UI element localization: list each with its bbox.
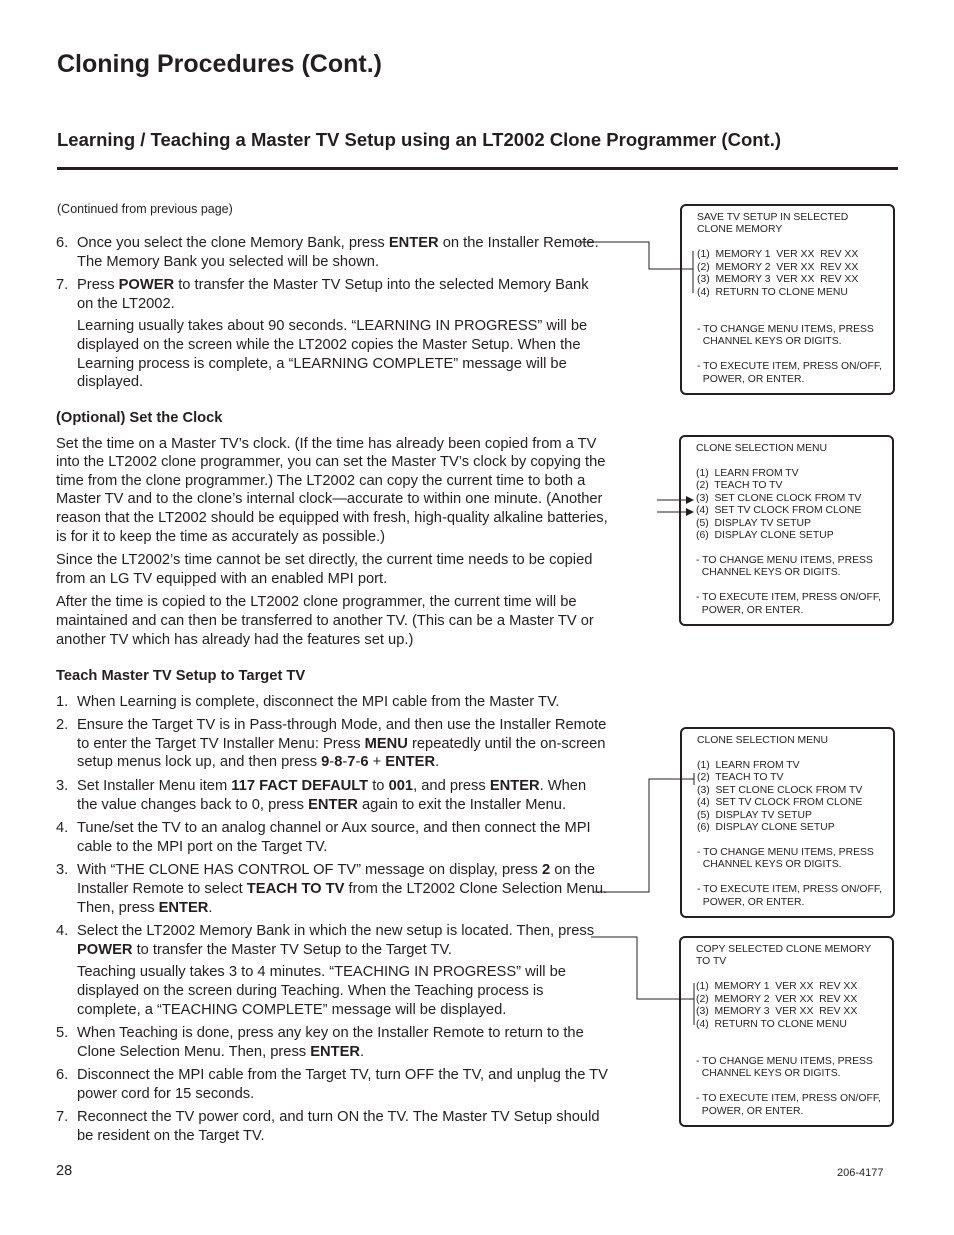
clock-paragraph-3: After the time is copied to the LT2002 clone programmer, the current time will be maintained and can then be transferred to another TV. (This can be a Master TV or another TV which has already had the features set up.)	[56, 594, 594, 648]
teach-step-6: 6. Disconnect the MPI cable from the Target TV, turn OFF the TV, and unplug the TV power cord for 15 seconds.	[56, 1067, 608, 1102]
menu-item: (5) DISPLAY TV SETUP	[697, 809, 812, 821]
menu-item: (1) MEMORY 1 VER XX REV XX	[696, 981, 858, 993]
teach-step-3: 3. Set Installer Menu item 117 FACT DEFAULT to 001, and press ENTER. When the value changes back to 0, press ENTER again to exit the Installer Menu.	[56, 777, 587, 813]
clock-paragraph-2: Since the LT2002’s time cannot be set directly, the current time needs to be copied from an LG TV equipped with an enabled MPI port.	[56, 552, 593, 587]
menu-hint: - TO CHANGE MENU ITEMS, PRESS	[697, 846, 874, 858]
screen-title: CLONE SELECTION MENU	[696, 443, 828, 454]
teach-step-1: 1. When Learning is complete, disconnect the MPI cable from the Master TV.	[56, 693, 560, 710]
menu-item: (2) MEMORY 2 VER XX REV XX	[697, 261, 859, 273]
arrow-head-icon	[686, 496, 694, 504]
menu-hint: - TO EXECUTE ITEM, PRESS ON/OFF,	[696, 1093, 881, 1105]
menu-item: (5) DISPLAY TV SETUP	[696, 517, 811, 529]
menu-item: (3) SET CLONE CLOCK FROM TV	[697, 784, 863, 796]
menu-item: (1) LEARN FROM TV	[696, 467, 799, 479]
learn-step-7-note: Learning usually takes about 90 seconds. “LEARNING IN PROGRESS” will be displayed on the screen while the LT2002 copies the Master Setup. When the Learning process is complete, a “LEARNING COMPLETE” message will be displayed.	[77, 318, 588, 391]
screen-title: CLONE SELECTION MENU	[697, 735, 829, 746]
learn-step-7: 7. Press POWER to transfer the Master TV Setup into the selected Memory Bank on the LT2002.	[56, 277, 589, 312]
teach-step-7: 7. Reconnect the TV power cord, and turn ON the TV. The Master TV Setup should be resident on the Target TV.	[56, 1109, 600, 1145]
menu-item: (6) DISPLAY CLONE SETUP	[697, 822, 835, 834]
menu-item: (4) RETURN TO CLONE MENU	[697, 286, 848, 298]
menu-item: (2) TEACH TO TV	[696, 480, 783, 492]
menu-item: (1) MEMORY 1 VER XX REV XX	[697, 249, 859, 261]
menu-item: (3) MEMORY 3 VER XX REV XX	[697, 274, 859, 286]
menu-item: (4) RETURN TO CLONE MENU	[696, 1018, 847, 1030]
menu-item: (4) SET TV CLOCK FROM CLONE	[696, 505, 862, 517]
menu-item: (2) TEACH TO TV	[697, 772, 784, 784]
continued-note: (Continued from previous page)	[57, 202, 233, 216]
menu-hint: - TO CHANGE MENU ITEMS, PRESS	[696, 1055, 873, 1067]
screen-title: COPY SELECTED CLONE MEMORY	[696, 944, 872, 955]
menu-hint: POWER, OR ENTER.	[696, 604, 804, 616]
teach-step-4b-note: Teaching usually takes 3 to 4 minutes. “TEACHING IN PROGRESS” will be displayed on the screen during Teaching. When the Teaching process is complete, a “TEACHING COMPLETE” message will be displayed.	[77, 964, 566, 1018]
page-number: 28	[56, 1163, 73, 1179]
teach-step-2: 2. Ensure the Target TV is in Pass-through Mode, and then use the Installer Remote to enter the Target TV Installer Menu: Press MENU repeatedly until the on-screen setup menus lock up, and then press 9-8-7-6 + ENTER.	[56, 717, 607, 771]
menu-item: (4) SET TV CLOCK FROM CLONE	[697, 797, 863, 809]
menu-hint: CHANNEL KEYS OR DIGITS.	[696, 567, 841, 579]
arrow-head-icon	[686, 508, 694, 516]
menu-hint: POWER, OR ENTER.	[697, 373, 805, 385]
menu-hint: - TO EXECUTE ITEM, PRESS ON/OFF,	[697, 361, 882, 373]
menu-hint: - TO EXECUTE ITEM, PRESS ON/OFF,	[696, 592, 881, 604]
menu-item: (3) SET CLONE CLOCK FROM TV	[696, 492, 862, 504]
teach-step-4b: 4. Select the LT2002 Memory Bank in which the new setup is located. Then, press POWER to transfer the Master TV Setup to the Target TV.	[56, 923, 595, 958]
menu-hint: CHANNEL KEYS OR DIGITS.	[697, 859, 842, 871]
menu-item: (6) DISPLAY CLONE SETUP	[696, 530, 834, 542]
menu-hint: POWER, OR ENTER.	[697, 896, 805, 908]
screen-title: SAVE TV SETUP IN SELECTED	[697, 212, 849, 223]
menu-item: (1) LEARN FROM TV	[697, 759, 800, 771]
teach-step-5: 5. When Teaching is done, press any key on the Installer Remote to return to the Clone Selection Menu. Then, press ENTER.	[56, 1025, 584, 1060]
teach-step-4: 4. Tune/set the TV to an analog channel or Aux source, and then connect the MPI cable to the MPI port on the Target TV.	[56, 820, 591, 855]
menu-hint: - TO CHANGE MENU ITEMS, PRESS	[696, 554, 873, 566]
teach-heading: Teach Master TV Setup to Target TV	[56, 668, 306, 684]
clock-heading: (Optional) Set the Clock	[56, 410, 223, 426]
menu-hint: CHANNEL KEYS OR DIGITS.	[697, 336, 842, 348]
section-title: Learning / Teaching a Master TV Setup using an LT2002 Clone Programmer (Cont.)	[57, 129, 782, 150]
document-number: 206-4177	[837, 1167, 884, 1179]
learn-step-6: 6. Once you select the clone Memory Bank, press ENTER on the Installer Remote. The Memory Bank you selected will be shown.	[56, 235, 599, 270]
clock-paragraph-1: Set the time on a Master TV’s clock. (If the time has already been copied from a TV into the LT2002 clone programmer, you can set the Master TV’s clock by copying the time from the clone programmer.) The LT2002 can copy the current time to both a Master TV and to the clone’s internal clock—accurate to within one minute. (Another reason that the LT2002 should be equipped with fresh, high-quality alkaline batteries, is for it to keep the time as accurately as possible.)	[56, 435, 608, 545]
screen-title: CLONE MEMORY	[697, 224, 783, 236]
menu-item: (3) MEMORY 3 VER XX REV XX	[696, 1006, 858, 1018]
menu-hint: - TO CHANGE MENU ITEMS, PRESS	[697, 323, 874, 335]
page-title: Cloning Procedures (Cont.)	[57, 50, 382, 78]
menu-hint: CHANNEL KEYS OR DIGITS.	[696, 1068, 841, 1080]
menu-item: (2) MEMORY 2 VER XX REV XX	[696, 993, 858, 1005]
menu-hint: POWER, OR ENTER.	[696, 1105, 804, 1117]
screen-title: TO TV	[696, 956, 727, 968]
menu-hint: - TO EXECUTE ITEM, PRESS ON/OFF,	[697, 884, 882, 896]
teach-step-3b: 3. With “THE CLONE HAS CONTROL OF TV” message on display, press 2 on the Installer Remote to select TEACH TO TV from the LT2002 Clone Selection Menu. Then, press ENTER.	[56, 862, 608, 916]
